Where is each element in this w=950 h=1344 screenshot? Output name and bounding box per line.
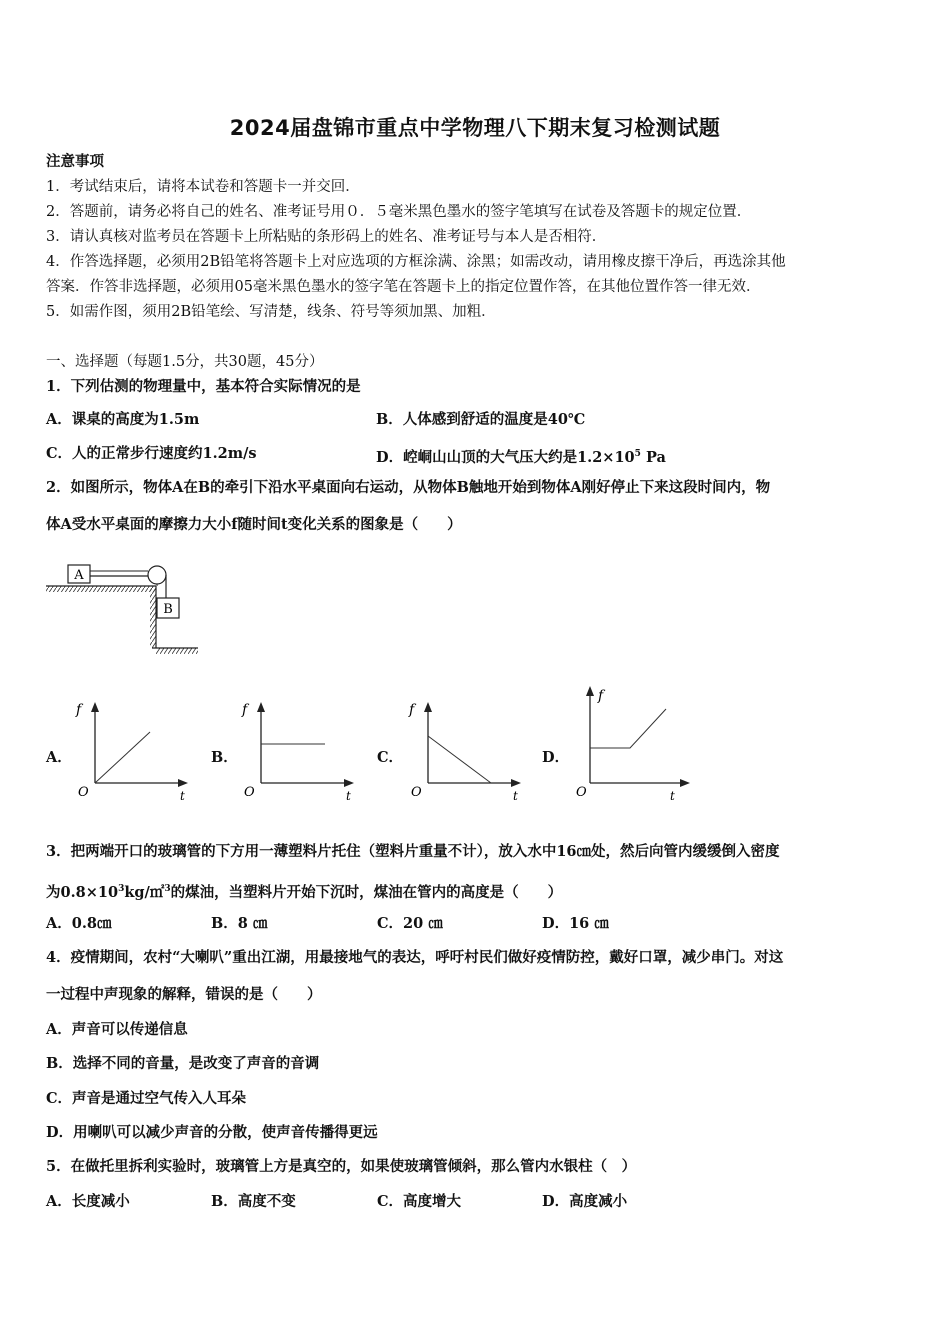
block-a-label: A xyxy=(74,568,84,583)
notice-item: 1．考试结束后，请将本试卷和答题卡一并交回． xyxy=(46,179,360,195)
q5-option-b: B．高度不变 xyxy=(211,1193,296,1210)
q5-option-c: C．高度增大 xyxy=(377,1193,462,1210)
table-side-hatch xyxy=(150,586,156,648)
q2-line-1: 2．如图所示，物体A在B的牵引下沿水平桌面向右运动，从物体B触地开始到物体A刚好停止下来这段时间内，物 xyxy=(46,479,771,496)
q4-line-2: 一过程中声现象的解释，错误的是（ ） xyxy=(46,986,322,1003)
graph-d-line xyxy=(590,709,666,748)
q3-option-d: D．16 ㎝ xyxy=(542,915,609,932)
q1-option-c: C．人的正常步行速度约1.2m/s xyxy=(46,445,257,462)
q1-option-d: D．崆峒山山顶的大气压大约是$1.2\times 10^5$ Pa xyxy=(376,448,666,466)
section-heading: 一、选择题（每题1.5分，共30题，45分） xyxy=(46,354,324,370)
graph-d xyxy=(568,680,698,808)
q4-line-1: 4．疫情期间，农村“大喇叭”重出江湖，用最接地气的表达，呼吁村民们做好疫情防控，戴好口罩，减少串门。对这 xyxy=(46,949,784,966)
q1-option-a: A．课桌的高度为1.5m xyxy=(46,411,200,428)
graph-c-line xyxy=(428,736,491,783)
origin-label: O xyxy=(411,785,422,800)
q2-option-d-label: D． xyxy=(542,749,570,766)
q4-option-c: C．声音是通过空气传入人耳朵 xyxy=(46,1090,247,1107)
origin-label: O xyxy=(576,785,587,800)
axis-t-label: t xyxy=(670,789,675,803)
block-b-label: B xyxy=(163,602,173,617)
q1-stem: 1．下列估测的物理量中，基本符合实际情况的是 xyxy=(46,378,361,395)
q2-option-b-label: B． xyxy=(211,749,238,766)
q3-line-1: 3．把两端开口的玻璃管的下方用一薄塑料片托住（塑料片重量不计），放入水中16㎝处，然后向管内缓缓倒入密度 xyxy=(46,843,780,860)
q3-option-b: B．8 ㎝ xyxy=(211,915,268,932)
axis-f-label: f xyxy=(76,702,82,718)
axis-t-label: t xyxy=(513,789,518,803)
q2-option-c-label: C． xyxy=(377,749,404,766)
q2-option-a-label: A． xyxy=(46,749,72,766)
notice-item: 4．作答选择题，必须用2B铅笔将答题卡上对应选项的方框涂满、涂黑；如需改动，请用橡皮擦干净后，再选涂其他 xyxy=(46,254,786,270)
notice-heading: 注意事项 xyxy=(46,153,104,170)
notice-item: 5．如需作图，须用2B铅笔绘、写清楚，线条、符号等须加黑、加粗． xyxy=(46,304,496,320)
q5-stem: 5．在做托里拆利实验时，玻璃管上方是真空的，如果使玻璃管倾斜，那么管内水银柱（ ） xyxy=(46,1158,637,1175)
q3-option-c: C．20 ㎝ xyxy=(377,915,443,932)
graph-a-line xyxy=(95,732,150,783)
q3-line-2: 为$0.8\times 10^3kg/㎡^3$的煤油，当塑料片开始下沉时，煤油在管内的高度是（ ） xyxy=(46,883,563,901)
q2-line-2: 体A受水平桌面的摩擦力大小f随时间t变化关系的图象是（ ） xyxy=(46,516,462,533)
graph-c xyxy=(403,698,533,808)
origin-label: O xyxy=(78,785,89,800)
q4-option-d: D．用喇叭可以减少声音的分散，使声音传播得更远 xyxy=(46,1124,378,1141)
graph-a xyxy=(70,698,200,808)
axis-t-label: t xyxy=(346,789,351,803)
floor-hatch xyxy=(156,648,198,654)
q1-option-b: B．人体感到舒适的温度是40℃ xyxy=(376,411,586,428)
q5-option-d: D．高度减小 xyxy=(542,1193,628,1210)
axis-f-label: f xyxy=(598,688,604,704)
q4-option-a: A．声音可以传递信息 xyxy=(46,1021,188,1038)
notice-item: 2．答题前，请务必将自己的姓名、准考证号用０．５毫米黑色墨水的签字笔填写在试卷及答题卡的规定位置． xyxy=(46,204,752,220)
notice-item: 答案．作答非选择题，必须用05毫米黑色墨水的签字笔在答题卡上的指定位置作答，在其他位置作答一律无效． xyxy=(46,279,761,295)
page-title: 2024届盘锦市重点中学物理八下期末复习检测试题 xyxy=(229,116,721,140)
axis-f-label: f xyxy=(242,702,248,718)
q5-option-a: A．长度减小 xyxy=(46,1193,130,1210)
notice-item: 3．请认真核对监考员在答题卡上所粘贴的条形码上的姓名、准考证号与本人是否相符． xyxy=(46,229,607,245)
table-hatch xyxy=(46,586,156,592)
pulley-diagram xyxy=(40,558,210,658)
axis-f-label: f xyxy=(409,702,415,718)
pulley xyxy=(148,566,166,584)
graph-b xyxy=(236,698,366,808)
q3-option-a: A．0.8㎝ xyxy=(46,915,112,932)
q4-option-b: B．选择不同的音量，是改变了声音的音调 xyxy=(46,1055,320,1072)
origin-label: O xyxy=(244,785,255,800)
axis-t-label: t xyxy=(180,789,185,803)
